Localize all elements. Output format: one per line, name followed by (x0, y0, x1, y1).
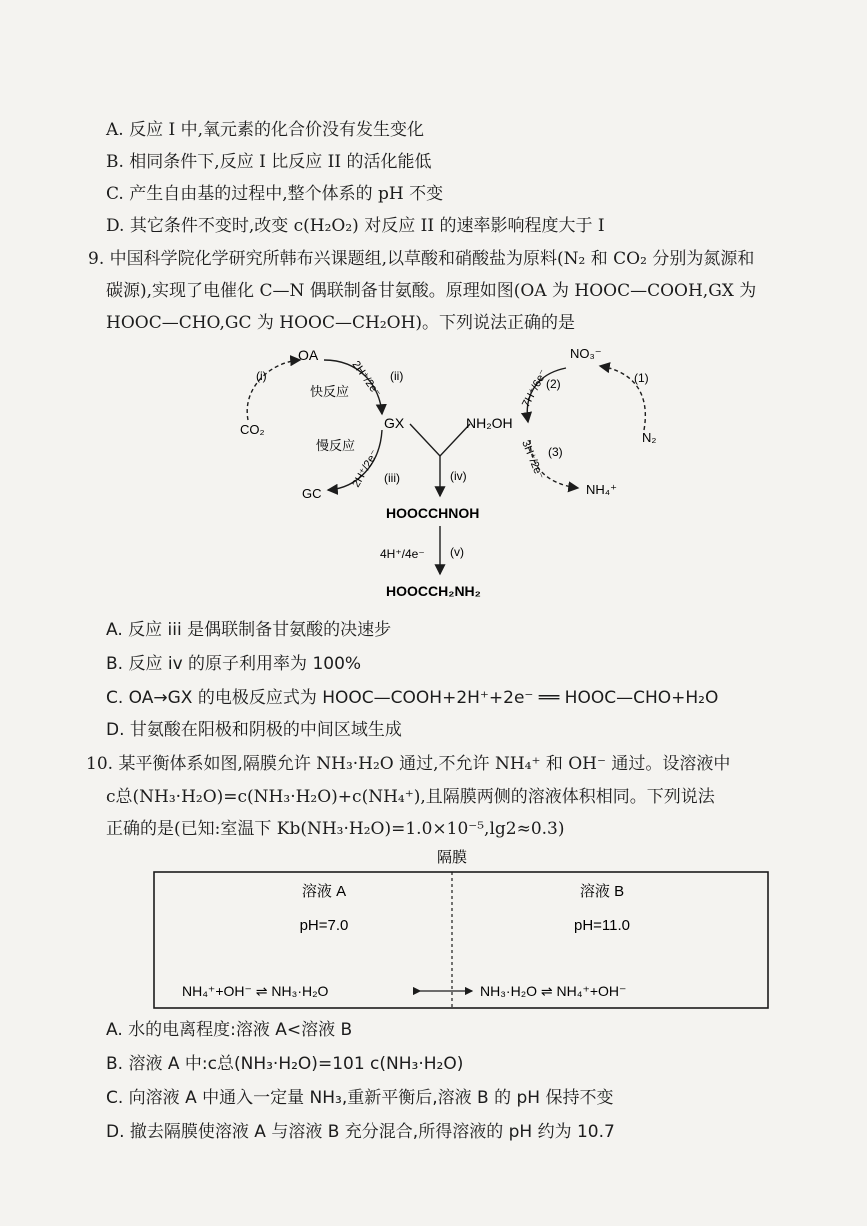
step-iv-label: (iv) (450, 469, 467, 483)
gx-label: GX (384, 415, 405, 431)
membrane-figure (152, 848, 772, 1012)
solution-b-title: 溶液 B (579, 883, 625, 900)
no3-label: NO₃⁻ (570, 346, 602, 361)
nh4-label: NH₄⁺ (586, 482, 617, 497)
solution-a-title: 溶液 A (301, 883, 347, 900)
n2-label: N₂ (642, 430, 657, 445)
q9-stem-line-3: HOOC—CHO,GC 为 HOOC—CH₂OH)。下列说法正确的是 (106, 313, 576, 333)
q8-option-d: D. 其它条件不变时,改变 c(H₂O₂) 对反应 II 的速率影响程度大于 I (106, 216, 605, 236)
oxime-label: HOOCCHNOH (386, 505, 480, 521)
electron-label-ii: 2H⁺/2e⁻ (349, 358, 383, 400)
step-2-label: (2) (546, 377, 561, 391)
q10-option-c: C. 向溶液 A 中通入一定量 NH₃,重新平衡后,溶液 B 的 pH 保持不变 (106, 1088, 614, 1108)
membrane-label: 隔膜 (436, 849, 468, 866)
step-v-label: (v) (450, 545, 464, 559)
fast-reaction-label: 快反应 (310, 384, 350, 399)
equilibrium-a: NH₄⁺+OH⁻ ⇌ NH₃·H₂O (182, 983, 329, 999)
electron-label-3: 3H⁺/2e⁻ (519, 438, 546, 482)
glycine-label: HOOCCH₂NH₂ (386, 583, 481, 599)
slow-reaction-label: 慢反应 (316, 438, 356, 453)
nh2oh-label: NH₂OH (466, 415, 513, 431)
q10-stem-line-2: c总(NH₃·H₂O)=c(NH₃·H₂O)+c(NH₄⁺),且隔膜两侧的溶液体积相同。下列说法 (106, 787, 715, 807)
glycine-synthesis-diagram (240, 338, 660, 610)
q10-option-d: D. 撤去隔膜使溶液 A 与溶液 B 充分混合,所得溶液的 pH 约为 10.7 (106, 1122, 615, 1142)
q9-option-c: C. OA→GX 的电极反应式为 HOOC—COOH+2H⁺+2e⁻ ══ HOOC—CHO+H₂O (106, 688, 719, 708)
q9-option-b: B. 反应 iv 的原子利用率为 100% (106, 654, 362, 674)
electron-label-2: 7H⁺/6e⁻ (520, 367, 550, 410)
co2-label: CO₂ (240, 422, 265, 437)
electron-label-v: 4H⁺/4e⁻ (380, 547, 425, 561)
gc-label: GC (302, 486, 322, 501)
electron-label-iii: 2H⁺/2e⁻ (350, 448, 382, 490)
merge-lines (410, 424, 470, 456)
solution-b-ph: pH=11.0 (573, 917, 631, 934)
q9-option-d: D. 甘氨酸在阳极和阴极的中间区域生成 (106, 720, 402, 740)
q10-stem-line-3: 正确的是(已知:室温下 Kb(NH₃·H₂O)=1.0×10⁻⁵,lg2≈0.3) (106, 819, 565, 839)
step-ii-label: (ii) (390, 369, 404, 383)
q9-option-a: A. 反应 iii 是偶联制备甘氨酸的决速步 (106, 620, 392, 640)
oa-label: OA (298, 347, 319, 363)
solution-a-ph: pH=7.0 (299, 917, 349, 934)
q8-option-a: A. 反应 I 中,氧元素的化合价没有发生变化 (106, 120, 425, 140)
step-3-label: (3) (548, 445, 563, 459)
q9-stem-line-1: 9. 中国科学院化学研究所韩布兴课题组,以草酸和硝酸盐为原料(N₂ 和 CO₂ 分别为氮源和 (88, 249, 755, 269)
equilibrium-b: NH₃·H₂O ⇌ NH₄⁺+OH⁻ (480, 983, 627, 999)
q9-stem-line-2: 碳源),实现了电催化 C—N 偶联制备甘氨酸。原理如图(OA 为 HOOC—COOH,GX 为 (106, 281, 757, 301)
q8-option-c: C. 产生自由基的过程中,整个体系的 pH 不变 (106, 184, 444, 204)
step-1-label: (1) (634, 371, 649, 385)
q10-stem-line-1: 10. 某平衡体系如图,隔膜允许 NH₃·H₂O 通过,不允许 NH₄⁺ 和 OH⁻ 通过。设溶液中 (86, 754, 731, 774)
q8-option-b: B. 相同条件下,反应 I 比反应 II 的活化能低 (106, 152, 432, 172)
step-iii-label: (iii) (384, 471, 400, 485)
q10-option-b: B. 溶液 A 中:c总(NH₃·H₂O)=101 c(NH₃·H₂O) (106, 1054, 464, 1074)
step-i-label: (i) (256, 369, 267, 383)
q10-option-a: A. 水的电离程度:溶液 A<溶液 B (106, 1020, 353, 1040)
